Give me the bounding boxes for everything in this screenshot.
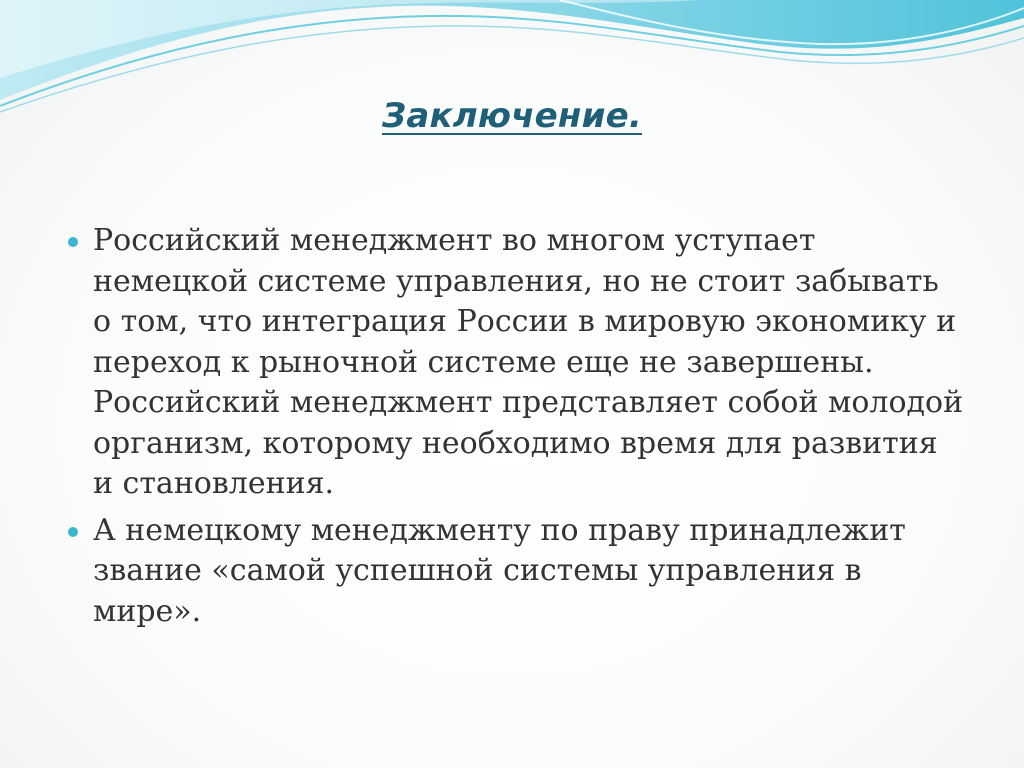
bullet-icon [68, 527, 78, 537]
slide-title-text: Заключение. [381, 96, 643, 136]
bullet-item [66, 221, 966, 505]
bullet-icon [68, 237, 78, 247]
slide-content [66, 221, 966, 638]
bullet-item [66, 511, 966, 633]
slide-title [0, 96, 1024, 136]
bullet-text: Российский менеджмент во многом уступает немецкой системе управления, но не стоит забывать о том, что интеграция России в мировую экономику и переход к рыночной системе еще не завершены. Российский менеджмент представляет собой молодой организм, которому необходимо время для развития и становления. [93, 223, 964, 501]
bullet-text: А немецкому менеджменту по праву принадлежит звание «самой успешной системы управления в мире». [93, 512, 906, 629]
bullet-list [66, 221, 966, 632]
